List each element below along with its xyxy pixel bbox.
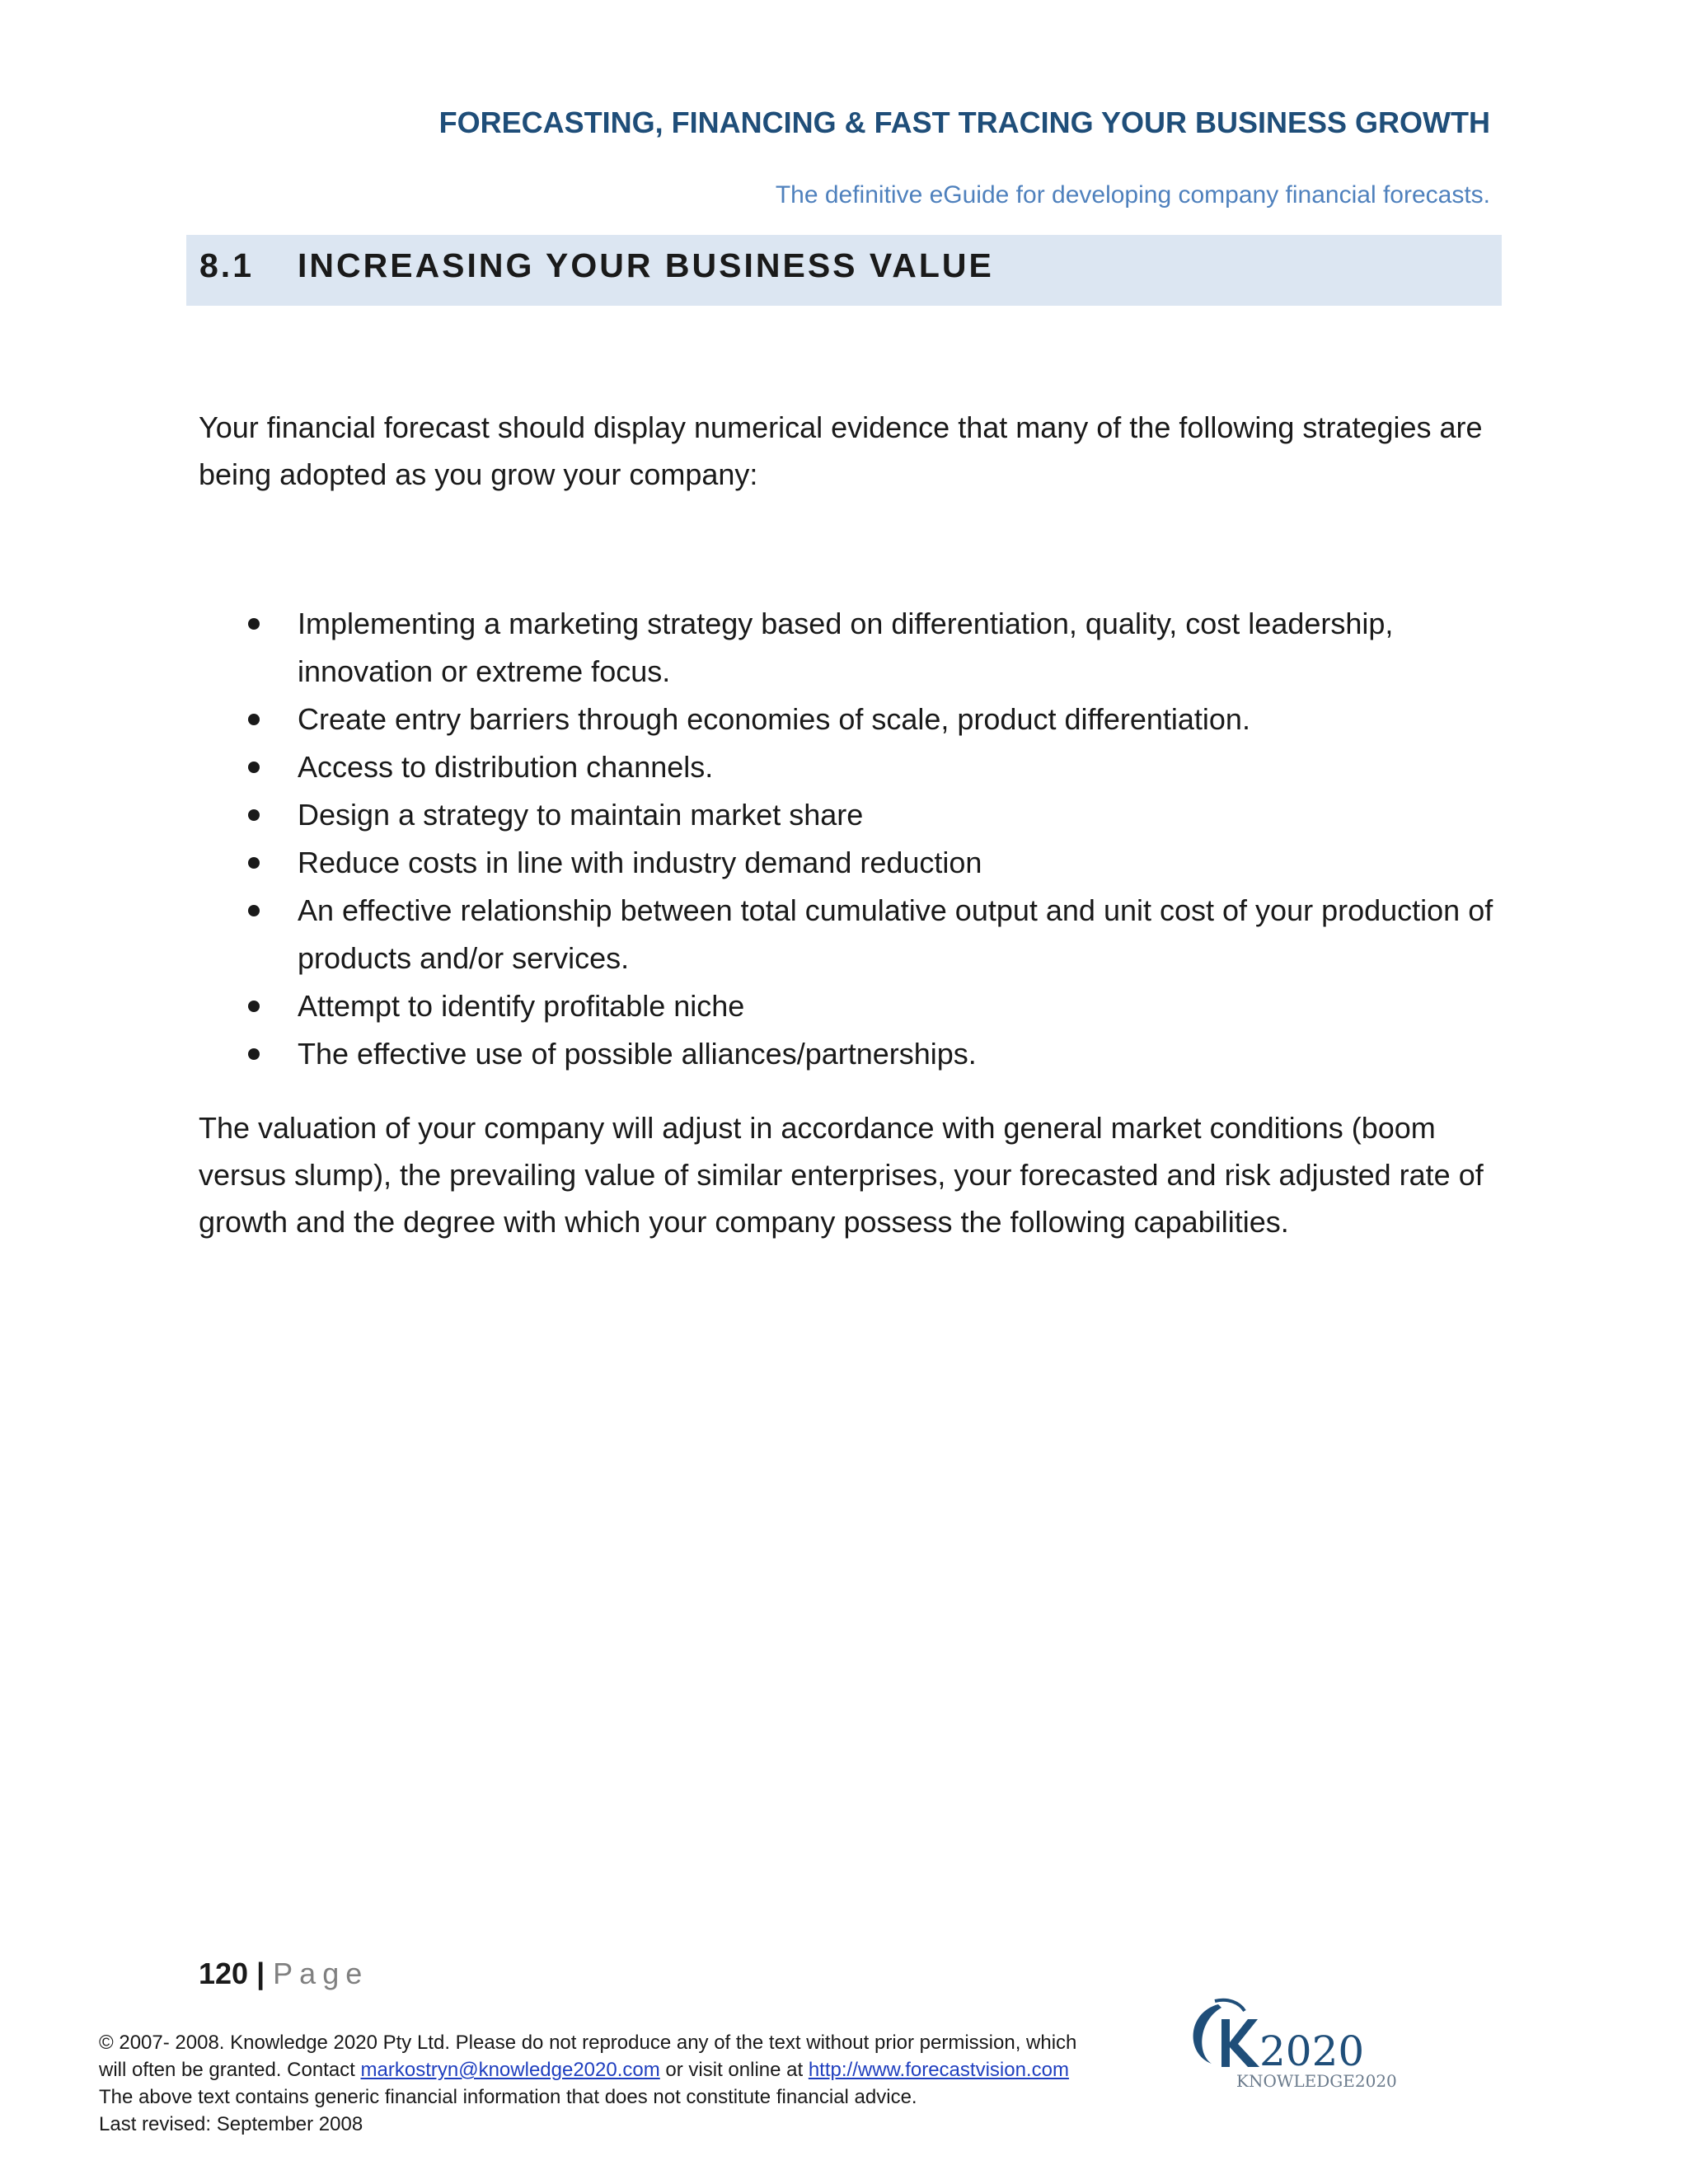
list-item (199, 887, 1509, 982)
running-header-subtitle: The definitive eGuide for developing company financial forecasts. (775, 181, 1490, 209)
list-item-text: Create entry barriers through economies of scale, product differentiation. (298, 702, 1250, 736)
list-item (199, 982, 1509, 1030)
bullet-icon (248, 857, 260, 869)
contact-text: will often be granted. Contact (99, 2059, 361, 2081)
disclaimer-line: The above text contains generic financial information that does not constitute financial advice. (99, 2086, 917, 2108)
bullet-icon (248, 1048, 260, 1060)
bullet-icon (248, 714, 260, 725)
closing-paragraph: The valuation of your company will adjust in accordance with general market conditions (boom versus slump), the prevailing value of similar enterprises, your forecasted and risk adjusted rate of growth and the degree with which your company possess the following capabilities. (199, 1111, 1484, 1239)
knowledge2020-logo (1179, 1996, 1426, 2103)
website-link[interactable]: http://www.forecastvision.com (808, 2059, 1069, 2081)
page-label: Page (273, 1957, 369, 1990)
list-item-text: Design a strategy to maintain market share (298, 798, 864, 832)
page-number: 120 (199, 1957, 249, 1990)
logo-wordmark: KNOWLEDGE2020 (1236, 2071, 1397, 2091)
copyright-notice (99, 2029, 1170, 2138)
intro-paragraph: Your financial forecast should display numerical evidence that many of the following strategies are being adopted as you grow your company: (199, 410, 1483, 491)
list-item-text: Attempt to identify profitable niche (298, 989, 745, 1023)
list-item (199, 600, 1509, 696)
bullet-icon (248, 1001, 260, 1012)
list-item (199, 791, 1509, 839)
logo-number: 2020 (1259, 2027, 1365, 2075)
section-number: 8.1 (199, 246, 254, 284)
bullet-icon (248, 618, 260, 630)
bullet-icon (248, 809, 260, 821)
last-revised-line: Last revised: September 2008 (99, 2113, 363, 2135)
list-item (199, 1030, 1509, 1078)
page-number-footer (199, 1957, 368, 1991)
list-item (199, 696, 1509, 743)
bullet-icon (248, 762, 260, 773)
strategy-list (199, 600, 1509, 1078)
list-item-text: The effective use of possible alliances/partnerships. (298, 1037, 977, 1071)
list-item (199, 743, 1509, 791)
list-item-text: Access to distribution channels. (298, 750, 714, 784)
copyright-line: © 2007- 2008. Knowledge 2020 Pty Ltd. Please do not reproduce any of the text without prior permission, which (99, 2032, 1077, 2054)
list-item-text: Implementing a marketing strategy based on differentiation, quality, cost leadership, innovation or extreme focus. (298, 607, 1394, 688)
contact-line (99, 2056, 1170, 2083)
visit-text: or visit online at (659, 2059, 809, 2081)
bullet-icon (248, 905, 260, 916)
list-item-text: Reduce costs in line with industry demand reduction (298, 846, 982, 879)
section-heading-bar (186, 235, 1502, 306)
list-item (199, 839, 1509, 887)
logo-graphic (1179, 1996, 1426, 2103)
list-item-text: An effective relationship between total cumulative output and unit cost of your production of products and/or services. (298, 893, 1493, 975)
page-separator: | (256, 1957, 265, 1990)
running-header-title: FORECASTING, FINANCING & FAST TRACING YOUR BUSINESS GROWTH (438, 105, 1490, 139)
section-title: INCREASING YOUR BUSINESS VALUE (298, 246, 994, 284)
email-link[interactable]: markostryn@knowledge2020.com (360, 2059, 660, 2081)
